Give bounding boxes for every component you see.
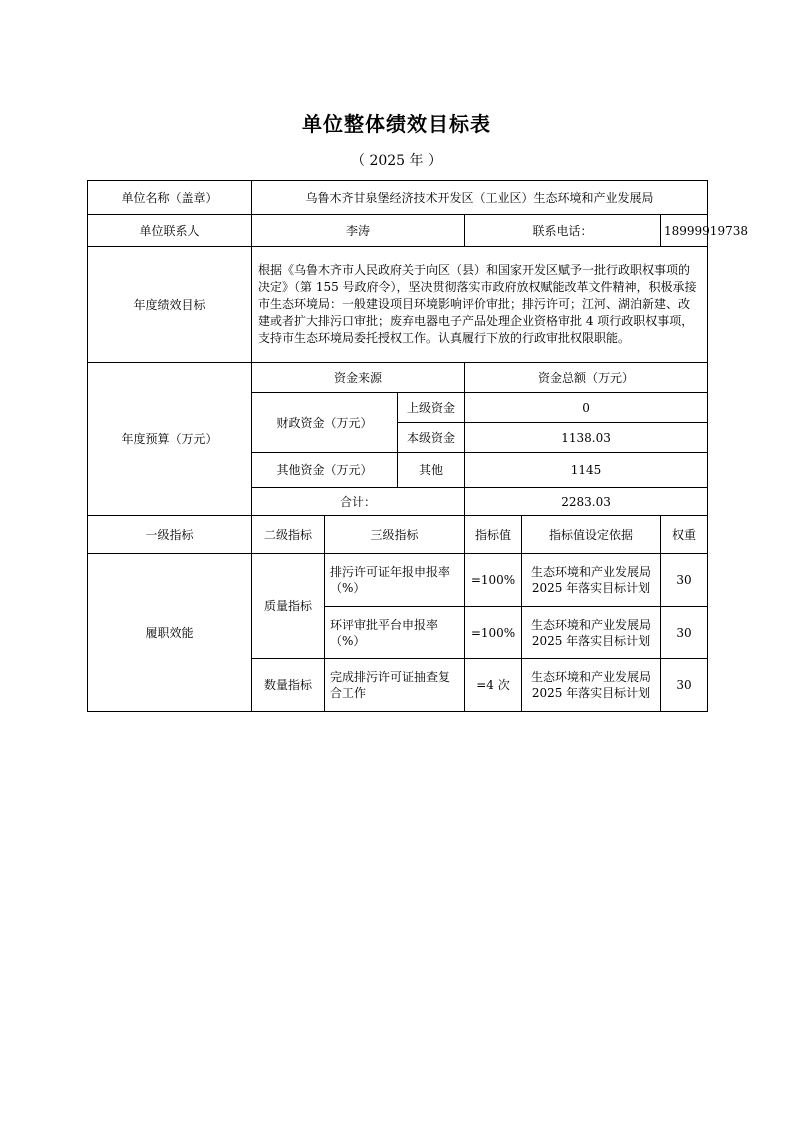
doc-year: （ 2025 年 ） bbox=[351, 153, 442, 169]
header-weight: 权重 bbox=[661, 516, 708, 554]
other-fund-value: 1145 bbox=[465, 453, 708, 488]
indicator-basis: 生态环境和产业发展局 2025 年落实目标计划 bbox=[522, 554, 661, 607]
indicator-weight: 30 bbox=[661, 554, 708, 607]
goal-label: 年度绩效目标 bbox=[88, 247, 252, 363]
fund-source-header: 资金来源 bbox=[252, 363, 465, 393]
goal-text: 根据《乌鲁木齐市人民政府关于向区（县）和国家开发区赋予一批行政职权事项的决定》（第 155 号政府令），坚决贯彻落实市政府放权赋能改革文件精神，积极承接市生态环境局：一般建设项目环境影响评价审批；排污许可；江河、湖泊新建、改建或者扩大排污口审批；废弃电器电子产品处理企业资格审批 4 项行政职权事项，支持市生态环境局委托授权工作。认真履行下放的行政审批权限职能。 bbox=[252, 247, 708, 363]
budget-label: 年度预算（万元） bbox=[88, 363, 252, 516]
phone-label: 联系电话： bbox=[465, 215, 661, 247]
upper-fund-label: 上级资金 bbox=[398, 393, 465, 423]
total-value: 2283.03 bbox=[465, 488, 708, 516]
quality-indicator: 质量指标 bbox=[252, 554, 325, 659]
performance-table bbox=[87, 180, 748, 712]
fiscal-fund-label: 财政资金（万元） bbox=[252, 393, 398, 453]
quantity-indicator: 数量指标 bbox=[252, 659, 325, 712]
indicator-value: =100% bbox=[465, 554, 522, 607]
other-fund-label: 其他资金（万元） bbox=[252, 453, 398, 488]
indicator-value: =4 次 bbox=[465, 659, 522, 712]
level1-indicator: 履职效能 bbox=[88, 554, 252, 712]
fund-total-header: 资金总额（万元） bbox=[465, 363, 708, 393]
indicator-value: =100% bbox=[465, 607, 522, 659]
local-fund-label: 本级资金 bbox=[398, 423, 465, 453]
level3-indicator: 排污许可证年报申报率（%） bbox=[325, 554, 465, 607]
unit-name-value: 乌鲁木齐甘泉堡经济技术开发区（工业区）生态环境和产业发展局 bbox=[252, 181, 708, 215]
indicator-weight: 30 bbox=[661, 607, 708, 659]
local-fund-value: 1138.03 bbox=[465, 423, 708, 453]
unit-name-label: 单位名称（盖章） bbox=[88, 181, 252, 215]
contact-label: 单位联系人 bbox=[88, 215, 252, 247]
header-level2: 二级指标 bbox=[252, 516, 325, 554]
level3-indicator: 完成排污许可证抽查复合工作 bbox=[325, 659, 465, 712]
indicator-basis: 生态环境和产业发展局 2025 年落实目标计划 bbox=[522, 659, 661, 712]
doc-title: 单位整体绩效目标表 bbox=[302, 112, 491, 136]
total-label: 合计： bbox=[252, 488, 465, 516]
header-level1: 一级指标 bbox=[88, 516, 252, 554]
phone-value: 18999919738 bbox=[661, 215, 708, 247]
contact-value: 李涛 bbox=[252, 215, 465, 247]
header-value: 指标值 bbox=[465, 516, 522, 554]
indicator-basis: 生态环境和产业发展局 2025 年落实目标计划 bbox=[522, 607, 661, 659]
level3-indicator: 环评审批平台申报率（%） bbox=[325, 607, 465, 659]
header-basis: 指标值设定依据 bbox=[522, 516, 661, 554]
upper-fund-value: 0 bbox=[465, 393, 708, 423]
header-level3: 三级指标 bbox=[325, 516, 465, 554]
other-label: 其他 bbox=[398, 453, 465, 488]
indicator-weight: 30 bbox=[661, 659, 708, 712]
